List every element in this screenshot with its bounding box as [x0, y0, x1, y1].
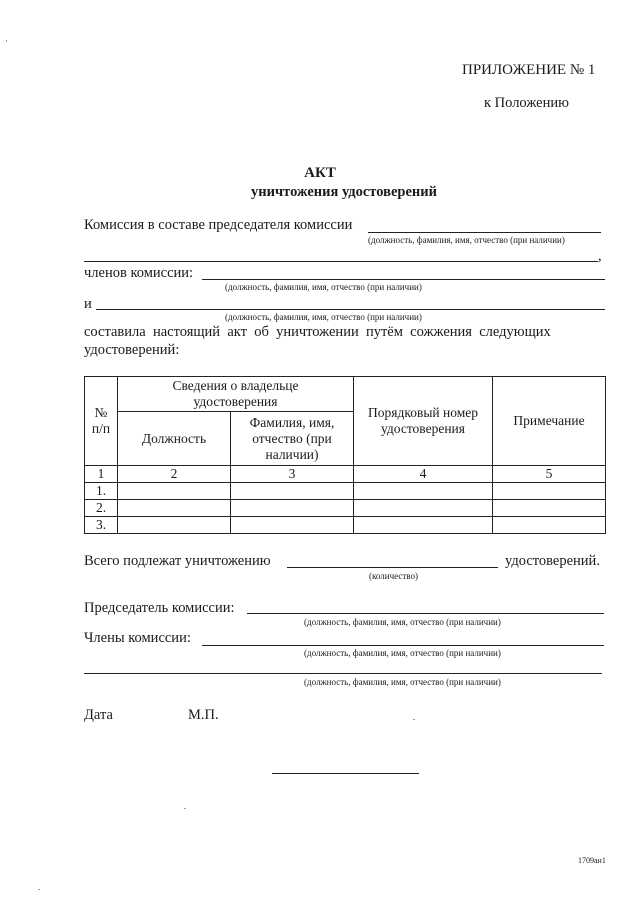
col-header-owner-group [118, 377, 354, 412]
members-signature-hint-2: (должность, фамилия, имя, отчество (при наличии) [304, 677, 501, 687]
col-number-cell: 3 [231, 466, 354, 483]
reference-label: к Положению [484, 95, 569, 111]
row-number: 2. [85, 500, 118, 517]
members-signature-label: Члены комиссии: [84, 630, 191, 646]
row-name-cell[interactable] [231, 483, 354, 500]
row-number: 3. [85, 517, 118, 534]
document-title: АКТ [304, 165, 336, 181]
members-field-2[interactable] [96, 309, 605, 310]
date-label: Дата [84, 707, 113, 723]
row-position-cell[interactable] [118, 500, 231, 517]
col-header-name-text: Фамилия, имя, отчество (при наличии) [249, 414, 335, 462]
col-header-serial [354, 377, 493, 466]
chair-composition-hint: (должность, фамилия, имя, отчество (при наличии) [368, 235, 565, 245]
chair-composition-label: Комиссия в составе председателя комиссии [84, 217, 353, 233]
comma-mark: , [598, 248, 602, 264]
row-position-cell[interactable] [118, 483, 231, 500]
col-header-note [493, 377, 606, 466]
row-name-cell[interactable] [231, 500, 354, 517]
seal-label: М.П. [188, 707, 219, 723]
document-subtitle: уничтожения удостоверений [251, 184, 437, 200]
chair-signature-label: Председатель комиссии: [84, 600, 235, 616]
col-number-cell: 2 [118, 466, 231, 483]
chair-signature-hint: (должность, фамилия, имя, отчество (при наличии) [304, 617, 501, 627]
members-label: членов комиссии: [84, 265, 194, 281]
members-field-1[interactable] [202, 279, 605, 280]
row-serial-cell[interactable] [354, 517, 493, 534]
col-header-position [118, 412, 231, 466]
col-header-number [85, 377, 118, 466]
chair-composition-field-continued[interactable] [84, 261, 598, 262]
table-row [85, 517, 606, 534]
col-header-owner-text: Сведения о владельце удостоверения [172, 378, 299, 409]
members-hint-1: (должность, фамилия, имя, отчество (при наличии) [225, 282, 422, 292]
scan-speck [413, 719, 415, 720]
col-header-note-text: Примечание [513, 413, 585, 428]
total-unit: удостоверений. [505, 553, 600, 569]
chair-composition-field[interactable] [368, 232, 601, 233]
total-label: Всего подлежат уничтожению [84, 553, 271, 569]
row-note-cell[interactable] [493, 483, 606, 500]
col-number-cell: 5 [493, 466, 606, 483]
col-header-position-text: Должность [141, 430, 207, 446]
row-position-cell[interactable] [118, 517, 231, 534]
table-row [85, 500, 606, 517]
col-number-cell: 4 [354, 466, 493, 483]
scan-speck [184, 808, 186, 809]
certificates-table [84, 376, 606, 534]
row-number: 1. [85, 483, 118, 500]
scan-speck [38, 889, 40, 890]
scan-speck [6, 40, 7, 42]
document-code: 1709ан1 [578, 856, 606, 865]
chair-signature-field[interactable] [247, 613, 604, 614]
members-signature-hint-1: (должность, фамилия, имя, отчество (при наличии) [304, 648, 501, 658]
row-serial-cell[interactable] [354, 500, 493, 517]
total-quantity-field[interactable] [287, 567, 498, 568]
appendix-label: ПРИЛОЖЕНИЕ № 1 [462, 62, 596, 78]
members-signature-field-1[interactable] [202, 645, 604, 646]
statement-line-1: составила настоящий акт об уничтожении путём сожжения следующих [84, 324, 551, 340]
signature-line[interactable] [272, 773, 419, 774]
row-name-cell[interactable] [231, 517, 354, 534]
statement-line-2: удостоверений: [84, 342, 180, 358]
col-header-number-text: № п/п [91, 405, 111, 436]
col-number-cell: 1 [85, 466, 118, 483]
col-header-name [231, 412, 354, 466]
col-header-serial-text: Порядковый номер удостоверения [368, 405, 478, 436]
row-note-cell[interactable] [493, 500, 606, 517]
members-signature-field-2[interactable] [84, 673, 602, 674]
and-label: и [84, 296, 92, 312]
members-hint-2: (должность, фамилия, имя, отчество (при наличии) [225, 312, 422, 322]
row-serial-cell[interactable] [354, 483, 493, 500]
row-note-cell[interactable] [493, 517, 606, 534]
table-row [85, 483, 606, 500]
total-quantity-hint: (количество) [369, 571, 418, 581]
